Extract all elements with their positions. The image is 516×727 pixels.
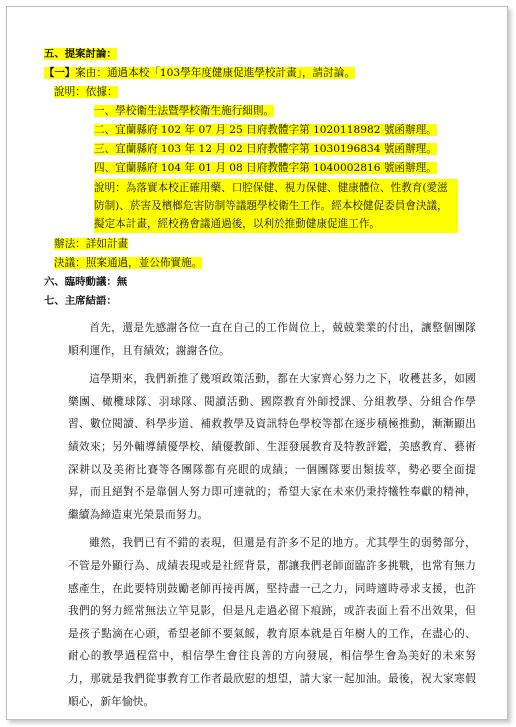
basis-item-1: 一、學校衛生法暨學校衛生施行細則。: [94, 105, 275, 117]
basis-item-2-line: [44, 121, 476, 140]
section-5-heading: 五、提案討論：: [44, 48, 117, 60]
closing-paragraph-2: 這學期來，我們新推了幾項政策活動，都在大家齊心努力之下，收穫甚多，如國樂團、橄欖球隊、羽球隊、閱讀活動、國際教育外師授課、分組教學、分組合作學習、數位閱讀、科學步道、補救教學及資訊特色學校等都在逐步積極推動，漸漸顯出績效來；另外輔導績優學校、績優教師、生涯發展教育及特教評鑑，美感教育、藝術深耕以及美術比賽等各團隊都有亮眼的成績；一個團隊要出類拔萃，勢必要全面提昇，而且絕對不是靠個人努力即可達就的；希望大家在未來仍秉持犧牲奉獻的精神，繼續為締造東光榮景而努力。: [68, 373, 476, 521]
resolution-line: [44, 254, 476, 273]
proposal-case: [44, 67, 355, 79]
resolution-text: 決議：照案通過，並公佈實施。: [54, 257, 203, 269]
basis-item-2: 二、宜蘭縣府 102 年 07 月 25 日府教體字第 1020118982 號函辦理。: [94, 124, 437, 136]
explain-label-line: [44, 83, 476, 102]
proposal-case-line: [44, 64, 476, 83]
method-text: 辦法：詳如計畫: [54, 238, 129, 250]
section-6-heading: 六、臨時動議：無: [44, 276, 128, 288]
section-7-heading-line: [44, 292, 476, 311]
section-5-heading-line: [44, 45, 476, 64]
basis-item-4: 四、宜蘭縣府 104 年 01 月 08 日府教體字第 1040002816 號函辦理。: [94, 162, 437, 174]
section-6-heading-line: [44, 273, 476, 292]
explanation-block: [44, 179, 476, 233]
case-label: 案由：: [75, 67, 107, 79]
closing-paragraph-1: 首先，還是先感謝各位一直在自己的工作崗位上，兢兢業業的付出，讓整個團隊順利運作，且有績效；謝謝各位。: [68, 322, 476, 357]
basis-item-4-line: [44, 159, 476, 178]
document-page: [6, 6, 508, 720]
basis-item-3: 三、宜蘭縣府 103 年 12 月 02 日府教體字第 1030196834 號函辦理。: [94, 143, 437, 155]
section-7-heading: 七、主席結語：: [44, 295, 117, 307]
basis-item-3-line: [44, 140, 476, 159]
case-text: 通過本校「103學年度健康促進學校計畫」，請討論。: [106, 67, 355, 79]
method-line: [44, 235, 476, 254]
document-content: [44, 45, 476, 713]
explain-label: 說明：依據：: [54, 86, 118, 98]
proposal-item-tag: 【一】: [44, 67, 76, 79]
basis-item-1-line: [44, 102, 476, 121]
explanation-text: 說明：為落實本校正確用藥、口腔保健、視力保健、健康體位、性教育(愛滋防制)、菸害及檳榔危害防制等議題學校衛生工作。經本校健促委員會決議，擬定本計畫，經校務會議通過後，以利於推動健康促進工作。: [94, 179, 458, 233]
closing-paragraph-3: 雖然，我們已有不錯的表現，但還是有許多不足的地方。尤其學生的弱勢部分，不管是外顯行為、成績表現或是社經背景，都讓我們老師面臨許多挑戰，也常有無力感產生，在此要特別鼓勵老師再接再厲，堅持盡一己之力，同時適時尋求支援，也許我們的努力經常無法立竿見影，但是凡走過必留下痕跡，或許表面上看不出效果，但是孩子點滴在心頭，希望老師不要氣餒，教育原本就是百年樹人的工作，在盡心的、耐心的教學過程當中，相信學生會往良善的方向發展，相信學生會為美好的未來努力，那就是我們從事教育工作者最欣慰的想望，請大家一起加油。最後，祝大家寒假順心，新年愉快。: [68, 537, 476, 708]
